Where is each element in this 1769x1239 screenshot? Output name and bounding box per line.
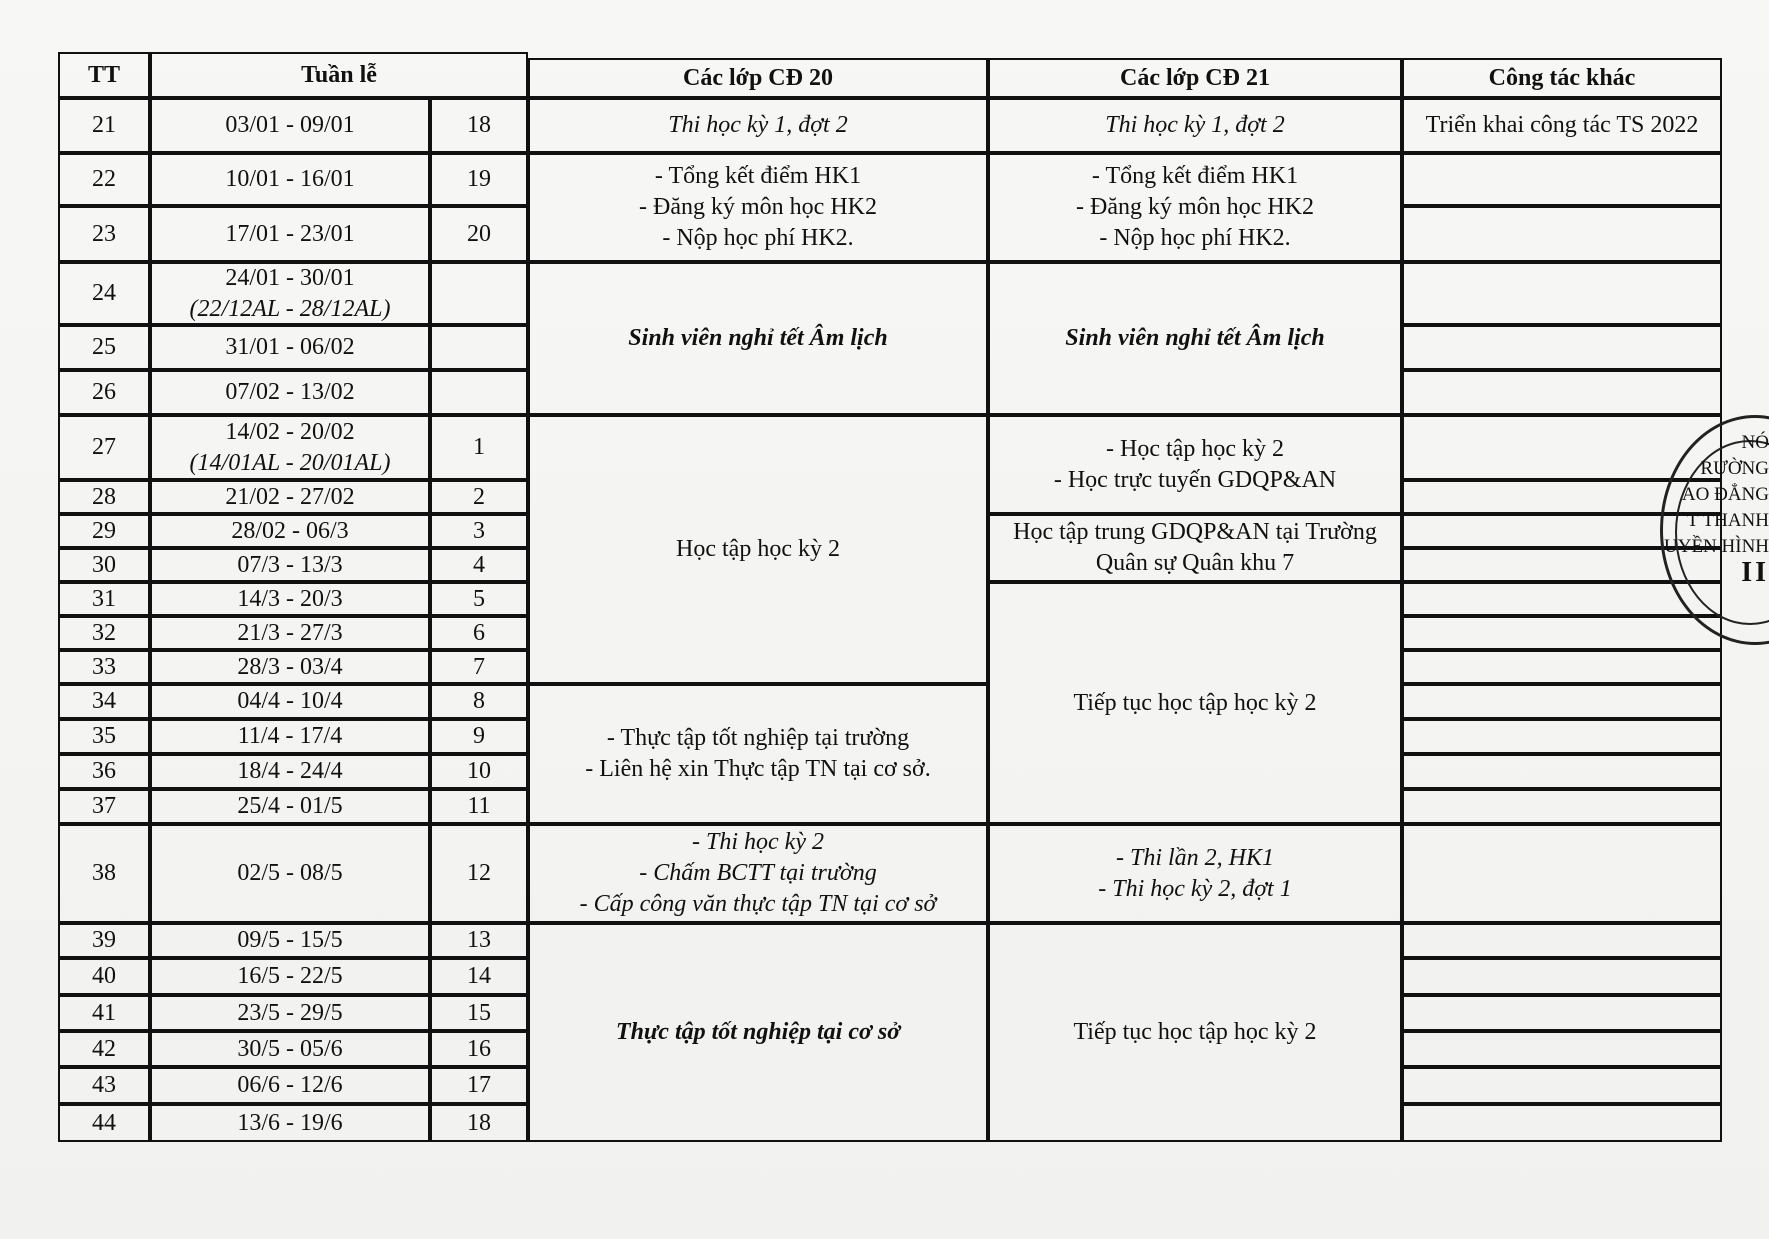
row-date-range [150,958,430,995]
row-tt-value: 35 [92,723,116,749]
row-tt [58,754,150,789]
row-week-value: 8 [473,688,485,714]
cong-tac-khac-cell [1402,1031,1722,1067]
cd20-block [528,684,988,824]
row-date-range [150,995,430,1031]
row-tt-value: 25 [92,334,116,360]
seal-mark: II [1741,557,1769,586]
row-week-number [430,719,528,754]
row-tt-value: 40 [92,963,116,989]
cd20-line: Học tập học kỳ 2 [676,536,840,562]
cong-tac-khac-cell [1402,754,1722,789]
cd20-block [528,824,988,923]
row-tt-value: 27 [92,434,116,460]
row-week-value: 20 [467,220,491,247]
cong-tac-khac-cell [1402,153,1722,206]
row-tt [58,548,150,582]
row-week-number [430,958,528,995]
row-date-range [150,824,430,923]
row-tt-value: 31 [92,585,116,612]
row-date-range [150,1067,430,1104]
cong-tac-khac-cell [1402,370,1722,415]
cd21-block [988,153,1402,262]
seal-line: T THANH [1686,510,1769,531]
row-date-range [150,480,430,514]
row-week-value: 7 [473,653,485,680]
row-tt-value: 26 [92,379,116,405]
row-week-value: 19 [467,166,491,192]
row-week-value: 14 [467,963,491,989]
row-date-line: 16/5 - 22/5 [237,963,343,989]
row-week-number [430,370,528,415]
row-week-value: 4 [473,551,485,578]
cd21-line: Sinh viên nghỉ tết Âm lịch [1065,325,1325,351]
seal-line: UYỀN HÌNH [1664,536,1769,557]
row-tt-value: 43 [92,1072,116,1098]
row-week-number [430,616,528,650]
row-date-line: 14/3 - 20/3 [237,585,343,612]
row-date-range [150,415,430,480]
seal-line: AO ĐẲNG [1681,484,1769,505]
row-week-number [430,789,528,824]
row-tt-value: 38 [92,860,116,886]
row-tt-value: 41 [92,999,116,1026]
row-tt [58,153,150,206]
row-week-number [430,1067,528,1104]
row-date-range [150,370,430,415]
row-tt-value: 28 [92,483,116,510]
row-tt-value: 23 [92,220,116,247]
row-date-line: 13/6 - 19/6 [237,1109,343,1136]
cong-tac-khac-cell [1402,1067,1722,1104]
row-week-value: 18 [467,112,491,138]
row-tt [58,370,150,415]
row-date-line: 31/01 - 06/02 [225,334,355,360]
cd20-line: - Tổng kết điểm HK1 [654,163,862,189]
cong-tac-khac-cell [1402,789,1722,824]
row-date-line: 17/01 - 23/01 [225,220,355,247]
row-date-range [150,262,430,325]
row-tt [58,684,150,719]
row-date-line: 03/01 - 09/01 [225,112,355,138]
row-date-range [150,206,430,262]
row-date-range [150,719,430,754]
row-week-value: 15 [467,999,491,1026]
row-tt [58,1104,150,1142]
row-tt [58,958,150,995]
row-week-value: 3 [473,517,485,544]
cd21-line: Thi học kỳ 1, đợt 2 [1105,112,1285,138]
seal-line: RƯỜNG [1700,458,1769,479]
row-date-range [150,548,430,582]
row-tt-value: 36 [92,758,116,784]
row-date-line: 30/5 - 05/6 [237,1035,343,1062]
row-week-number [430,582,528,616]
seal-line: NÓ [1741,432,1769,453]
row-week-value: 2 [473,483,485,510]
row-tt [58,824,150,923]
cong-tac-khac-cell [1402,995,1722,1031]
row-week-value: 9 [473,723,485,749]
row-date-range [150,98,430,153]
cong-tac-khac-cell [1402,650,1722,684]
row-date-line: 28/3 - 03/4 [237,653,343,680]
row-week-value: 6 [473,619,485,646]
cd21-line: Quân sự Quân khu 7 [1095,550,1295,576]
cong-tac-khac-cell [1402,824,1722,923]
cd20-line: - Đăng ký môn học HK2 [639,194,877,220]
cd21-line: Tiếp tục học tập học kỳ 2 [1073,689,1317,716]
header-cd21 [988,58,1402,98]
cd20-line: - Thi học kỳ 2 [692,829,824,855]
row-week-number [430,684,528,719]
row-date-line: 04/4 - 10/4 [237,688,343,714]
row-tt-value: 22 [92,166,116,192]
row-date-line: (14/01AL - 20/01AL) [189,449,391,476]
cd21-line: Học tập trung GDQP&AN tại Trường [1013,519,1377,545]
cd20-block [528,415,988,684]
row-tt-value: 30 [92,551,116,578]
row-date-line: 25/4 - 01/5 [237,793,343,819]
row-week-number [430,153,528,206]
cd21-line: - Thi lần 2, HK1 [1115,844,1274,871]
row-week-value: 11 [467,793,491,819]
row-tt-value: 33 [92,653,116,680]
row-date-range [150,153,430,206]
row-date-line: 06/6 - 12/6 [237,1072,343,1098]
row-date-line: 24/01 - 30/01 [225,264,355,291]
row-week-number [430,325,528,370]
row-week-number [430,514,528,548]
row-tt-value: 37 [92,793,116,819]
cd20-line: - Chấm BCTT tại trường [639,860,877,886]
row-date-range [150,1031,430,1067]
cd20-line: - Cấp công văn thực tập TN tại cơ sở [579,891,937,917]
cd20-line: Thực tập tốt nghiệp tại cơ sở [615,1019,901,1045]
header-cd20 [528,58,988,98]
row-date-range [150,514,430,548]
row-tt-value: 24 [92,280,116,306]
row-week-number [430,98,528,153]
row-week-value: 10 [467,758,491,784]
cd20-line: - Liên hệ xin Thực tập TN tại cơ sở. [585,756,931,782]
row-tt [58,480,150,514]
row-tt [58,1031,150,1067]
cd20-block [528,262,988,415]
row-date-range [150,616,430,650]
row-tt [58,98,150,153]
row-tt [58,262,150,325]
row-tt [58,719,150,754]
cong-tac-khac-cell [1402,1104,1722,1142]
row-tt [58,415,150,480]
row-week-value: 1 [473,434,485,460]
cong-tac-khac-cell [1402,684,1722,719]
cd20-block [528,98,988,153]
row-tt-value: 44 [92,1109,116,1136]
row-week-number [430,206,528,262]
row-date-line: 02/5 - 08/5 [237,860,343,886]
row-week-number [430,650,528,684]
header-cong-tac-khac-label: Công tác khác [1488,64,1636,91]
header-tuan-le-label: Tuần lễ [301,61,377,88]
cong-tac-khac-cell [1402,98,1722,153]
row-tt [58,206,150,262]
row-date-line: 10/01 - 16/01 [225,166,355,192]
row-week-value: 5 [473,585,485,612]
row-week-value: 12 [467,860,491,886]
cd20-line: Sinh viên nghỉ tết Âm lịch [628,325,888,351]
row-week-number [430,262,528,325]
cd20-block [528,923,988,1142]
cong-tac-khac-cell [1402,206,1722,262]
header-tt-label: TT [87,61,120,88]
cong-tac-khac-cell [1402,923,1722,958]
row-date-range [150,325,430,370]
cd20-line: - Thực tập tốt nghiệp tại trường [606,725,910,751]
cd21-line: Tiếp tục học tập học kỳ 2 [1073,1019,1317,1045]
cd21-block [988,824,1402,923]
row-week-value: 13 [467,927,491,953]
header-tt [58,52,150,98]
row-week-value: 16 [467,1035,491,1062]
cong-tac-khac-cell [1402,325,1722,370]
row-week-number [430,1104,528,1142]
row-date-range [150,582,430,616]
row-tt [58,582,150,616]
row-date-line: 11/4 - 17/4 [237,723,343,749]
header-cd20-label: Các lớp CĐ 20 [683,64,833,91]
official-seal-text [1664,430,1769,586]
row-tt [58,995,150,1031]
row-date-range [150,754,430,789]
row-tt [58,789,150,824]
cd20-block [528,153,988,262]
row-date-line: 18/4 - 24/4 [237,758,343,784]
row-tt-value: 42 [92,1035,116,1062]
header-tuan-le [150,52,528,98]
row-week-number [430,1031,528,1067]
row-date-line: 23/5 - 29/5 [237,999,343,1026]
cd21-line: - Tổng kết điểm HK1 [1091,163,1299,189]
row-date-range [150,1104,430,1142]
row-week-number [430,548,528,582]
cd21-block [988,582,1402,824]
row-date-range [150,650,430,684]
cd21-line: - Nộp học phí HK2. [1099,225,1291,251]
cong-tac-khac-cell [1402,719,1722,754]
row-week-number [430,824,528,923]
row-week-number [430,923,528,958]
row-week-number [430,754,528,789]
row-week-number [430,480,528,514]
row-date-range [150,789,430,824]
row-tt-value: 34 [92,688,116,714]
cong-tac-khac-cell [1402,958,1722,995]
row-date-range [150,923,430,958]
row-tt [58,514,150,548]
cd20-line: Thi học kỳ 1, đợt 2 [668,112,848,138]
row-tt-value: 21 [92,112,116,138]
row-date-line: 07/3 - 13/3 [237,551,343,578]
row-date-line: 09/5 - 15/5 [237,927,343,953]
row-tt [58,650,150,684]
cong-tac-khac-cell [1402,616,1722,650]
cd21-block [988,923,1402,1142]
row-week-value: 18 [467,1109,491,1136]
row-tt-value: 39 [92,927,116,953]
cd20-line: - Nộp học phí HK2. [662,225,854,251]
cd21-line: - Đăng ký môn học HK2 [1076,194,1314,220]
cd21-line: - Thi học kỳ 2, đợt 1 [1098,875,1292,902]
row-tt-value: 32 [92,619,116,646]
row-date-line: (22/12AL - 28/12AL) [189,295,391,322]
header-cong-tac-khac [1402,58,1722,98]
cd21-block [988,98,1402,153]
row-tt [58,616,150,650]
row-tt [58,325,150,370]
cd21-block [988,415,1402,514]
row-date-line: 28/02 - 06/3 [231,517,349,544]
cong-tac-khac-cell [1402,262,1722,325]
header-cd21-label: Các lớp CĐ 21 [1120,64,1270,91]
row-week-value: 17 [467,1072,491,1098]
cd21-line: - Học tập học kỳ 2 [1106,435,1284,462]
row-tt [58,923,150,958]
row-date-line: 21/02 - 27/02 [225,483,355,510]
row-date-line: 07/02 - 13/02 [225,379,355,405]
row-tt-value: 29 [92,517,116,544]
row-date-range [150,684,430,719]
row-date-line: 14/02 - 20/02 [225,418,355,445]
cd21-line: - Học trực tuyến GDQP&AN [1053,466,1337,493]
cd21-block [988,262,1402,415]
row-week-number [430,995,528,1031]
cong-tac-khac-text: Triển khai công tác TS 2022 [1425,112,1699,138]
row-tt [58,1067,150,1104]
row-date-line: 21/3 - 27/3 [237,619,343,646]
cd21-block [988,514,1402,582]
row-week-number [430,415,528,480]
